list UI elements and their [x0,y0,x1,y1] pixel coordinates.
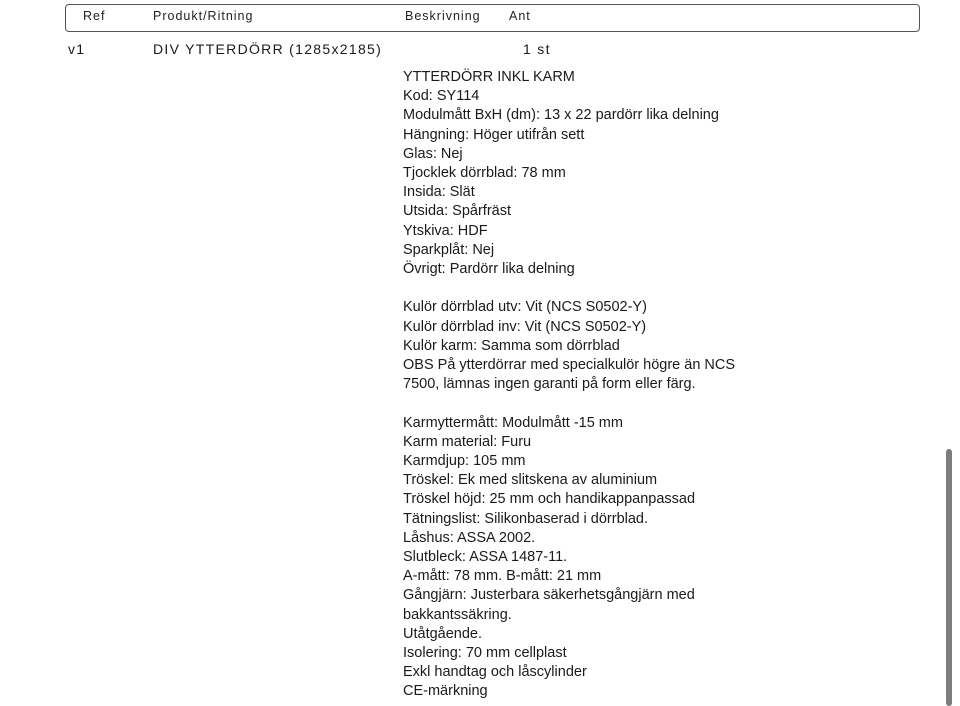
description-line: OBS På ytterdörrar med specialkulör högre än NCS [403,357,736,374]
description-line: Gångjärn: Justerbara säkerhetsgångjärn med [403,587,695,604]
description-line: Utsida: Spårfräst [403,203,511,220]
description-line: A-mått: 78 mm. B-mått: 21 mm [403,568,602,585]
description-line: Slutbleck: ASSA 1487-11. [403,549,568,566]
header-ref: Ref [83,9,106,23]
description-line: Sparkplåt: Nej [403,241,495,258]
header-description: Beskrivning [405,9,481,23]
description-line: Hängning: Höger utifrån sett [403,126,585,143]
header-qty: Ant [509,9,531,23]
description-line: Karm material: Furu [403,433,532,450]
description-line: Kulör karm: Samma som dörrblad [403,337,620,354]
description-line: Modulmått BxH (dm): 13 x 22 pardörr lika delning [403,107,719,124]
header-product: Produkt/Ritning [153,9,254,23]
vertical-scrollbar[interactable] [946,449,952,706]
description-line: Kulör dörrblad utv: Vit (NCS S0502-Y) [403,299,647,316]
description-line: Glas: Nej [403,145,463,162]
description-line: Kulör dörrblad inv: Vit (NCS S0502-Y) [403,318,647,335]
description-line: Karmdjup: 105 mm [403,453,526,470]
description-line: Tjocklek dörrblad: 78 mm [403,165,566,182]
row-qty: 1 st [523,41,551,57]
description-line: Tröskel höjd: 25 mm och handikappanpassad [403,491,696,508]
description-line: CE-märkning [403,683,488,700]
description-line: Karmyttermått: Modulmått -15 mm [403,414,623,431]
description-line: Kod: SY114 [403,88,480,105]
description-line: Ytskiva: HDF [403,222,488,239]
row-description [403,68,903,702]
description-line: bakkantssäkring. [403,606,512,623]
description-line: Exkl handtag och låscylinder [403,664,587,681]
description-line: Övrigt: Pardörr lika delning [403,261,575,278]
row-ref: v1 [68,41,86,57]
description-line: Tätningslist: Silikonbaserad i dörrblad. [403,510,649,527]
description-spacer [403,279,903,298]
row-product: DIV YTTERDÖRR (1285x2185) [153,41,383,57]
description-spacer [403,394,903,413]
description-line: Låshus: ASSA 2002. [403,529,536,546]
description-line: 7500, lämnas ingen garanti på form eller färg. [403,376,696,393]
description-line: Isolering: 70 mm cellplast [403,645,567,662]
description-line: Utåtgående. [403,625,483,642]
description-line: Tröskel: Ek med slitskena av aluminium [403,472,658,489]
description-line: Insida: Slät [403,184,475,201]
description-line: YTTERDÖRR INKL KARM [403,69,575,85]
